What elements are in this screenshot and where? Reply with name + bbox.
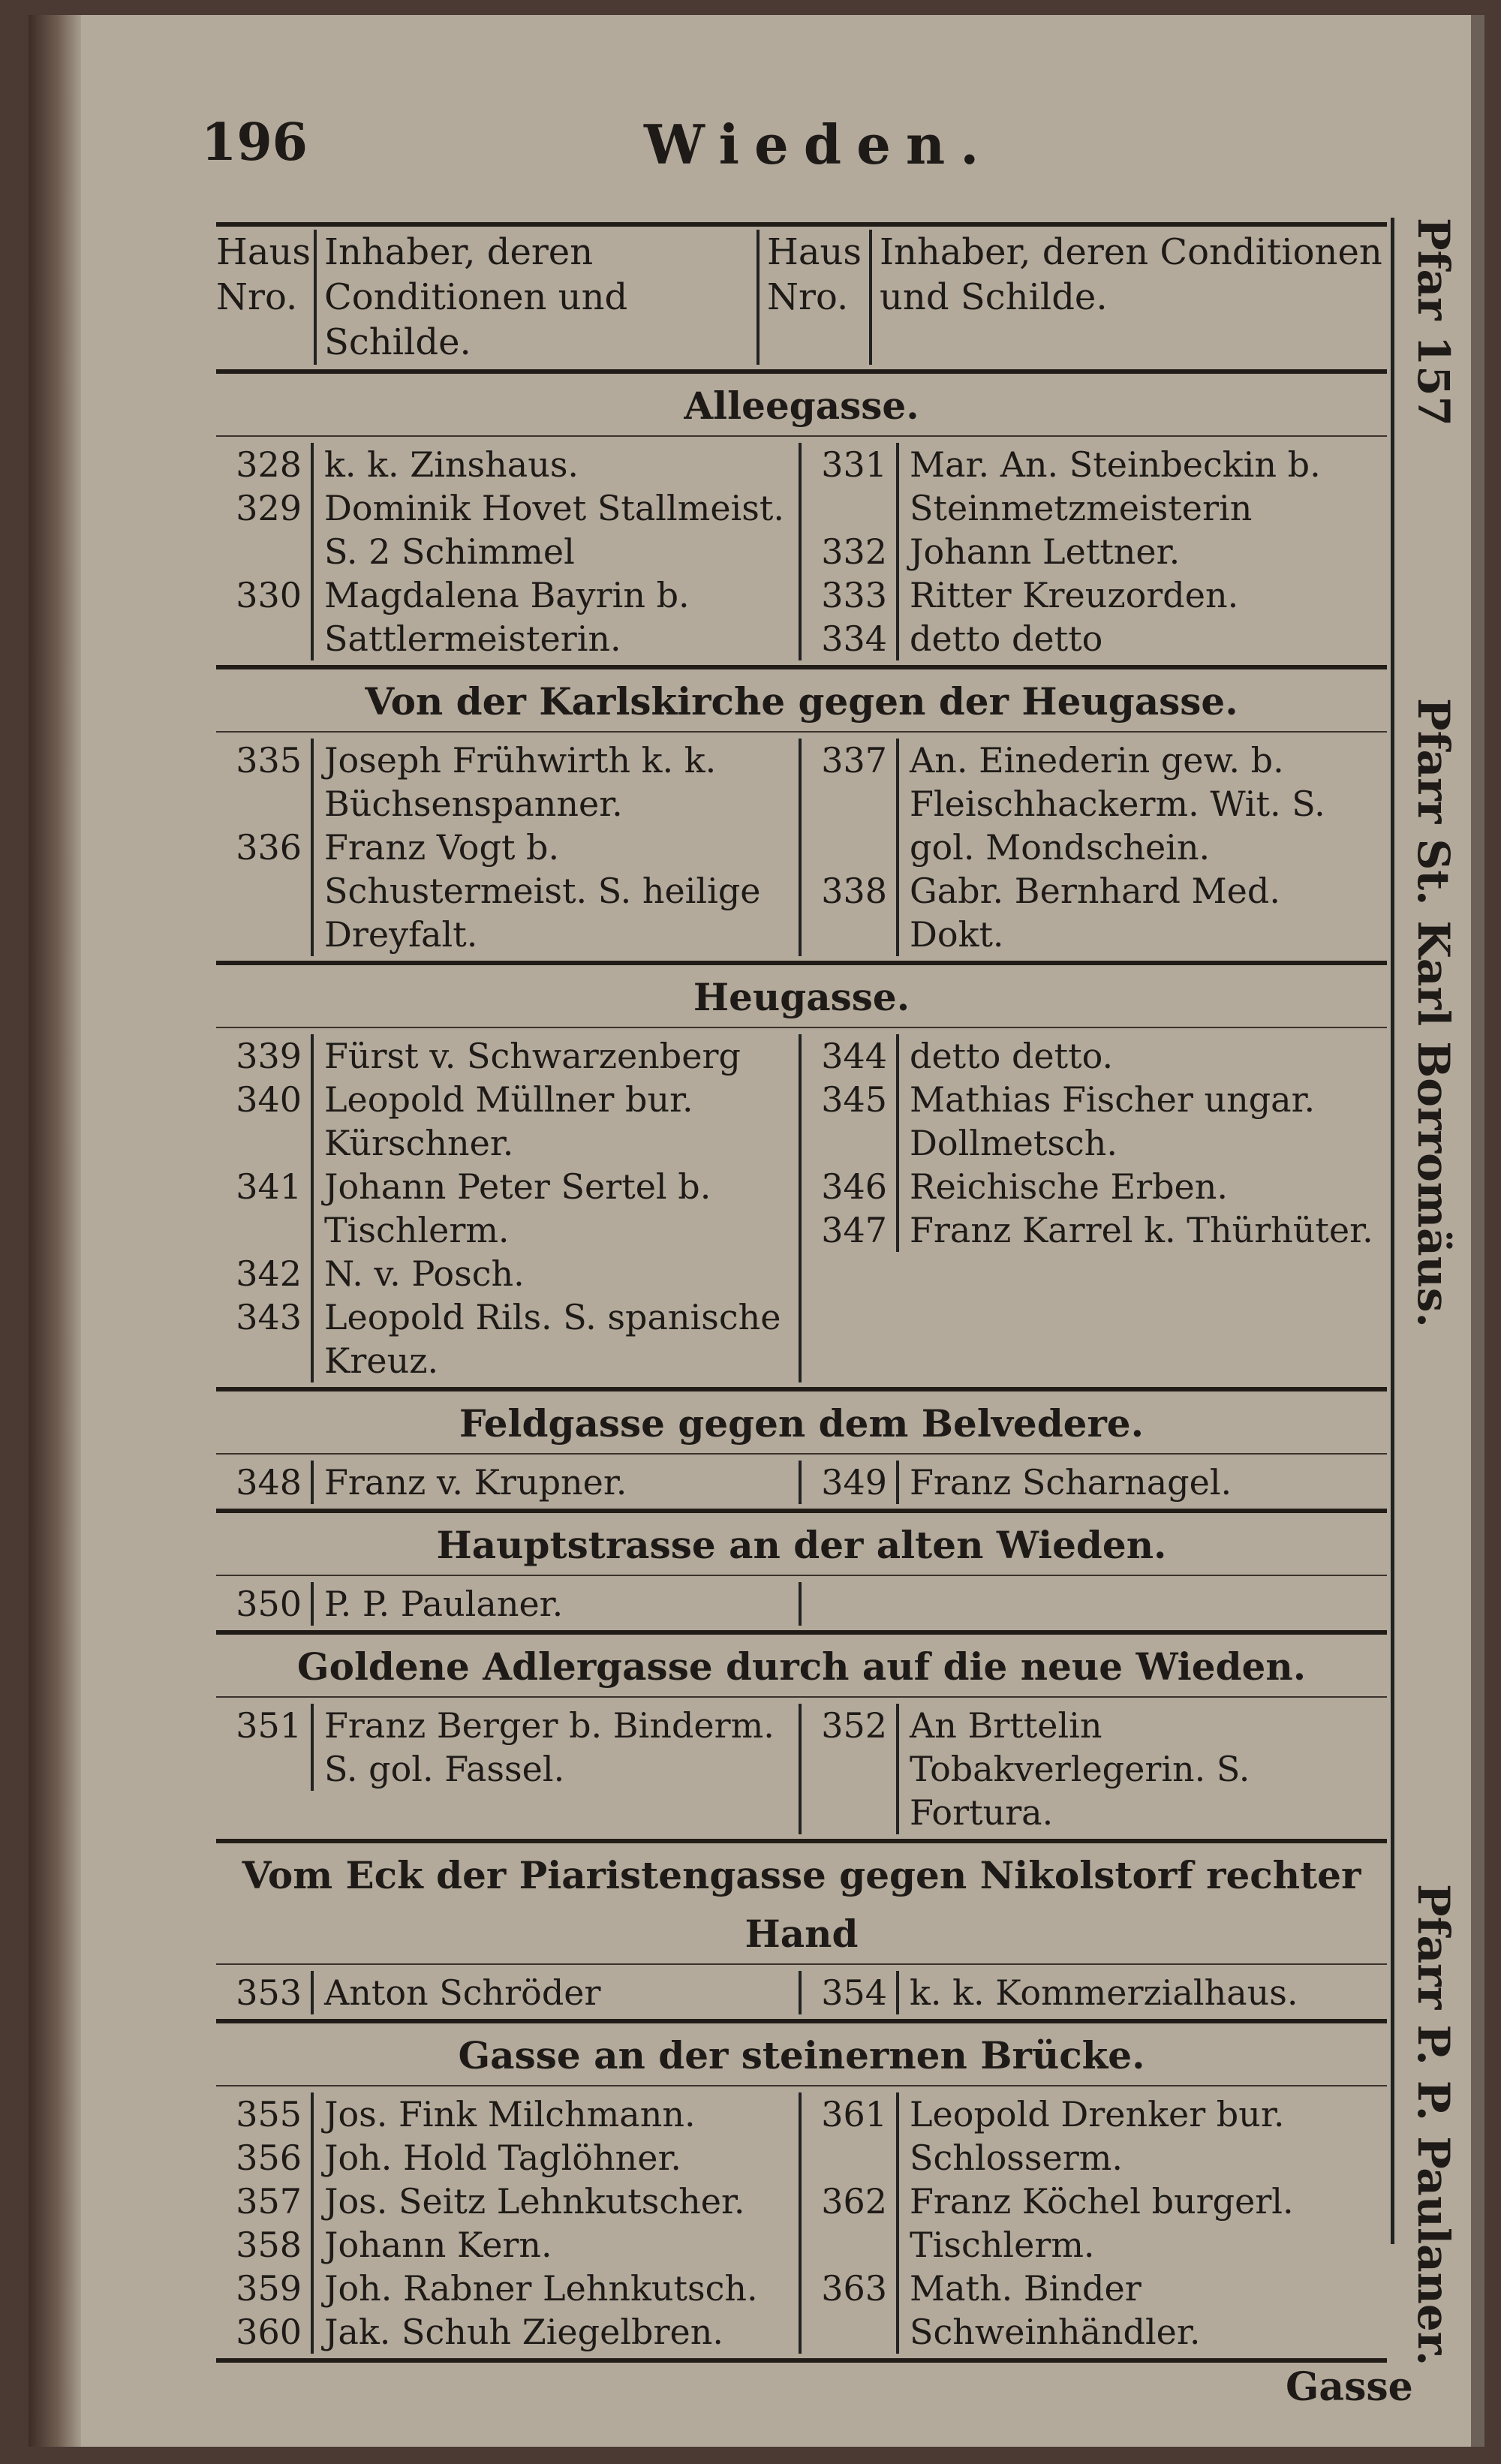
house-entry [802, 443, 1387, 530]
entry-block [216, 1582, 1387, 1626]
owner-text: Fürst v. Schwarzenberg [324, 1036, 741, 1076]
house-entry [802, 1165, 1387, 1208]
street-sections [216, 369, 1387, 2363]
owner-text: Franz Scharnagel. [910, 1462, 1232, 1503]
house-number: 343 [216, 1295, 314, 1382]
house-entry [802, 2267, 1387, 2354]
parish-label-karl: Pfarr St. Karl Borromäus. [1408, 698, 1459, 1328]
house-number: 360 [216, 2310, 314, 2354]
house-number: 337 [802, 739, 899, 869]
house-entry [216, 573, 799, 660]
street-heading: Vom Eck der Piaristengasse gegen Nikolstorf rechter Hand [242, 1853, 1361, 1956]
house-number: 338 [802, 869, 899, 956]
house-entry [216, 1165, 799, 1252]
owner-text: Anton Schröder [324, 1972, 601, 2013]
owner-text: Magdalena Bayrin b. Sattlermeisterin. [324, 575, 690, 659]
street-heading: Hauptstrasse an der alten Wieden. [436, 1523, 1167, 1567]
house-number: 339 [216, 1034, 314, 1078]
house-number: 332 [802, 530, 899, 573]
house-entry [216, 2310, 799, 2354]
entry-column-left [216, 1034, 802, 1382]
entry-block [216, 2092, 1387, 2354]
margin-code: Pfar 157 [1408, 218, 1459, 426]
column-header-row [216, 230, 1387, 365]
owner-text: N. v. Posch. [324, 1253, 525, 1294]
parish-margin [1391, 218, 1477, 2366]
entry-column-right [802, 739, 1387, 956]
house-entry [216, 1971, 799, 2014]
house-number: 358 [216, 2223, 314, 2267]
house-entry [216, 2092, 799, 2136]
parish-label-paulaner: Pfarr P. P. Paulaner. [1408, 1884, 1459, 2366]
street-heading: Von der Karlskirche gegen der Heugasse. [365, 679, 1238, 724]
house-entry [802, 617, 1387, 660]
entry-block [216, 1461, 1387, 1504]
entry-block [216, 1704, 1387, 1834]
street-heading: Heugasse. [693, 975, 910, 1019]
owner-text: Joh. Rabner Lehnkutsch. [324, 2268, 758, 2309]
street-underline [216, 1696, 1387, 1698]
house-entry [802, 1208, 1387, 1252]
owner-text: Jos. Fink Milchmann. [324, 2094, 696, 2135]
section-rule [216, 665, 1387, 669]
entry-column-right [802, 443, 1387, 660]
house-number: 335 [216, 739, 314, 826]
house-number: 355 [216, 2092, 314, 2136]
entry-column-left [216, 2092, 802, 2354]
owner-text: Ritter Kreuzorden. [910, 575, 1239, 615]
house-entry [802, 1078, 1387, 1165]
section-rule [216, 369, 1387, 374]
section-rule [216, 961, 1387, 965]
house-entry [216, 486, 799, 573]
entry-block [216, 1034, 1387, 1382]
owner-text: Franz Berger b. Binderm. S. gol. Fassel. [324, 1705, 775, 1789]
house-number: 361 [802, 2092, 899, 2180]
house-number: 351 [216, 1704, 314, 1791]
owner-text: Franz Köchel burgerl. Tischlerm. [910, 2181, 1294, 2265]
owner-text: Joseph Frühwirth k. k. Büchsenspanner. [324, 740, 717, 824]
house-number: 328 [216, 443, 314, 486]
house-entry [802, 530, 1387, 573]
owner-text: k. k. Kommerzialhaus. [910, 1972, 1298, 2013]
owner-text: detto detto. [910, 1036, 1114, 1076]
street-underline [216, 1027, 1387, 1028]
house-number: 352 [802, 1704, 899, 1834]
house-entry [802, 1704, 1387, 1834]
house-number: 345 [802, 1078, 899, 1165]
house-entry [802, 1461, 1387, 1504]
entry-column-right [802, 1461, 1387, 1504]
house-entry [216, 826, 799, 956]
section-rule [216, 1509, 1387, 1513]
section-rule [216, 1387, 1387, 1391]
house-number: 331 [802, 443, 899, 530]
owner-text: Franz Karrel k. Thürhüter. [910, 1210, 1373, 1250]
entry-column-right [802, 1971, 1387, 2014]
house-entry [216, 2180, 799, 2223]
column-header-inhaber-right: Inhaber, deren Conditionen und Schilde. [869, 230, 1387, 365]
entry-column-right [802, 2092, 1387, 2354]
section-rule [216, 1839, 1387, 1843]
owner-text: Mar. An. Steinbeckin b. Steinmetzmeisterin [910, 444, 1321, 528]
house-number: 357 [216, 2180, 314, 2223]
street-heading: Goldene Adlergasse durch auf die neue Wieden. [296, 1644, 1307, 1689]
entry-column-right [802, 1582, 1387, 1626]
entry-column-right [802, 1704, 1387, 1834]
owner-text: Franz v. Krupner. [324, 1462, 627, 1503]
house-entry [802, 1971, 1387, 2014]
street-underline [216, 1453, 1387, 1455]
column-header-haus-left: Haus Nro. [216, 231, 311, 318]
house-number: 330 [216, 573, 314, 660]
owner-text: Johann Kern. [324, 2225, 552, 2265]
owner-text: Joh. Hold Taglöhner. [324, 2138, 682, 2178]
section-rule [216, 1630, 1387, 1635]
column-header-haus-right: Haus Nro. [757, 230, 869, 365]
house-entry [216, 1704, 799, 1791]
book-page [29, 15, 1484, 2447]
house-number: 350 [216, 1582, 314, 1626]
house-number: 349 [802, 1461, 899, 1504]
house-entry [216, 2136, 799, 2180]
house-entry [216, 1295, 799, 1382]
house-entry [216, 1034, 799, 1078]
entry-column-left [216, 1971, 802, 2014]
house-number: 359 [216, 2267, 314, 2310]
owner-text: Gabr. Bernhard Med. Dokt. [910, 871, 1280, 955]
street-underline [216, 1963, 1387, 1965]
owner-text: Math. Binder Schweinhändler. [910, 2268, 1201, 2352]
house-number: 346 [802, 1165, 899, 1208]
house-entry [216, 2267, 799, 2310]
house-entry [802, 573, 1387, 617]
street-heading: Alleegasse. [684, 384, 919, 428]
street-underline [216, 731, 1387, 733]
house-entry [216, 1078, 799, 1165]
page-number: 196 [201, 113, 308, 173]
street-underline [216, 2085, 1387, 2086]
house-entry [802, 2180, 1387, 2267]
house-number: 344 [802, 1034, 899, 1078]
house-number: 348 [216, 1461, 314, 1504]
entry-column-left [216, 1461, 802, 1504]
house-number: 362 [802, 2180, 899, 2267]
owner-text: An. Einederin gew. b. Fleischhackerm. Wit. S. gol. Mondschein. [910, 740, 1325, 868]
house-number: 340 [216, 1078, 314, 1165]
entry-column-left [216, 1582, 802, 1626]
house-number: 354 [802, 1971, 899, 2014]
street-heading: Gasse an der steinernen Brücke. [458, 2033, 1145, 2077]
owner-text: detto detto [910, 618, 1103, 659]
entry-block [216, 1971, 1387, 2014]
house-number: 336 [216, 826, 314, 956]
house-number: 333 [802, 573, 899, 617]
owner-text: k. k. Zinshaus. [324, 444, 579, 485]
running-title: Wieden. [644, 113, 994, 176]
house-number: 347 [802, 1208, 899, 1252]
owner-text: Leopold Rils. S. spanische Kreuz. [324, 1297, 781, 1381]
house-entry [216, 739, 799, 826]
owner-text: Jak. Schuh Ziegelbren. [324, 2312, 723, 2352]
book-spine [29, 15, 81, 2447]
column-header-inhaber-left: Inhaber, deren Conditionen und Schilde. [314, 230, 757, 365]
house-number: 353 [216, 1971, 314, 2014]
house-entry [216, 1252, 799, 1295]
owner-text: An Brttelin Tobakverlegerin. S. Fortura. [910, 1705, 1250, 1833]
house-entry [216, 1582, 799, 1626]
header-rule [216, 222, 1387, 227]
house-entry [216, 1461, 799, 1504]
house-number: 342 [216, 1252, 314, 1295]
house-entry [802, 869, 1387, 956]
entry-column-left [216, 443, 802, 660]
house-entry [216, 443, 799, 486]
entry-block [216, 739, 1387, 956]
house-number: 356 [216, 2136, 314, 2180]
directory-table [216, 218, 1387, 2366]
house-entry [802, 2092, 1387, 2180]
owner-text: Leopold Drenker bur. Schlosserm. [910, 2094, 1285, 2178]
house-entry [802, 739, 1387, 869]
owner-text: Mathias Fischer ungar. Dollmetsch. [910, 1079, 1316, 1163]
catchword: Gasse [1286, 2364, 1413, 2410]
owner-text: Johann Peter Sertel b. Tischlerm. [324, 1166, 711, 1250]
street-underline [216, 1575, 1387, 1576]
street-heading: Feldgasse gegen dem Belvedere. [459, 1401, 1145, 1446]
entry-column-right [802, 1034, 1387, 1382]
house-number: 341 [216, 1165, 314, 1252]
house-number: 334 [802, 617, 899, 660]
house-number: 329 [216, 486, 314, 573]
entry-column-left [216, 1704, 802, 1834]
section-rule [216, 2019, 1387, 2023]
house-number: 363 [802, 2267, 899, 2354]
owner-text: Jos. Seitz Lehnkutscher. [324, 2181, 745, 2222]
entry-column-left [216, 739, 802, 956]
house-entry [216, 2223, 799, 2267]
owner-text: Franz Vogt b. Schustermeist. S. heilige Dreyfalt. [324, 827, 761, 955]
street-underline [216, 435, 1387, 437]
owner-text: Leopold Müllner bur. Kürschner. [324, 1079, 693, 1163]
house-entry [802, 1034, 1387, 1078]
entry-block [216, 443, 1387, 660]
owner-text: Dominik Hovet Stallmeist. S. 2 Schimmel [324, 488, 784, 572]
bottom-rule [216, 2358, 1387, 2363]
owner-text: P. P. Paulaner. [324, 1584, 564, 1624]
owner-text: Johann Lettner. [910, 531, 1181, 572]
owner-text: Reichische Erben. [910, 1166, 1228, 1207]
